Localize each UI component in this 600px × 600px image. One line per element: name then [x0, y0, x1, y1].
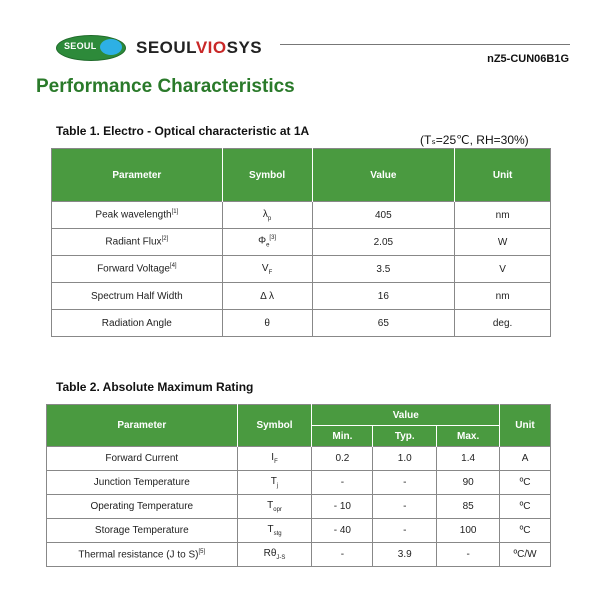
brand-main: SEOUL [136, 38, 196, 57]
table-row [47, 471, 551, 495]
table-row [52, 283, 551, 310]
t1-value: 2.05 [312, 229, 455, 256]
t2-symbol-cell [237, 543, 312, 567]
table-row [47, 519, 551, 543]
t1-parameter-cell [52, 283, 223, 310]
t2-symbol-sub: stg [273, 531, 282, 537]
t1-symbol: λ [262, 208, 268, 220]
t2-unit: ºC [500, 471, 551, 495]
t2-symbol: T [267, 524, 274, 535]
t2-symbol-sub: F [274, 459, 278, 465]
electro-optical-table [51, 148, 551, 337]
t2-parameter: Storage Temperature [94, 525, 189, 536]
t2-note: [5] [198, 548, 206, 555]
t1-symbol-cell [222, 229, 312, 256]
t2-header-min: Min. [312, 426, 373, 447]
t2-parameter-cell [47, 471, 238, 495]
t2-symbol-sub: opr [273, 507, 282, 513]
t2-typ: 3.9 [373, 543, 437, 567]
t2-min: - 40 [312, 519, 373, 543]
t1-symbol-sup: [3] [269, 235, 277, 242]
t1-symbol: Φ [258, 235, 267, 247]
t1-parameter: Forward Voltage [97, 263, 170, 275]
t2-header-value: Value [312, 405, 500, 426]
t1-note: [1] [171, 209, 179, 216]
t2-typ: - [373, 519, 437, 543]
table-row [47, 495, 551, 519]
t2-min: - [312, 543, 373, 567]
table-row [52, 202, 551, 229]
t2-min: - [312, 471, 373, 495]
t2-parameter-cell [47, 447, 238, 471]
t2-unit: ºC/W [500, 543, 551, 567]
t2-typ: 1.0 [373, 447, 437, 471]
t2-unit: ºC [500, 519, 551, 543]
t2-symbol: Rθ [263, 548, 277, 559]
table-row [52, 310, 551, 337]
t2-max: 90 [437, 471, 500, 495]
t2-header-unit: Unit [500, 405, 551, 447]
t1-unit: nm [455, 283, 551, 310]
t1-symbol-cell [222, 310, 312, 337]
t1-header-parameter: Parameter [52, 149, 223, 202]
t1-unit: W [455, 229, 551, 256]
t1-value: 16 [312, 283, 455, 310]
t1-symbol-sub: e [266, 242, 270, 249]
t1-parameter-cell [52, 202, 223, 229]
t2-parameter: Forward Current [105, 453, 179, 464]
page-title: Performance Characteristics [36, 76, 295, 97]
header-divider [280, 44, 570, 45]
t2-typ: - [373, 471, 437, 495]
t2-max: 1.4 [437, 447, 500, 471]
t2-header-max: Max. [437, 426, 500, 447]
t2-symbol: I [271, 452, 275, 463]
t2-symbol: T [267, 500, 274, 511]
t2-symbol-cell [237, 471, 312, 495]
t2-max: 85 [437, 495, 500, 519]
table2-caption: Table 2. Absolute Maximum Rating [56, 380, 254, 394]
t1-value: 405 [312, 202, 455, 229]
logo-oval-icon [56, 35, 126, 61]
brand-accent: VIO [195, 38, 227, 57]
absolute-max-rating-table [46, 404, 551, 567]
t2-max: - [437, 543, 500, 567]
t2-min: 0.2 [312, 447, 373, 471]
t2-typ: - [373, 495, 437, 519]
t2-parameter: Junction Temperature [93, 477, 190, 488]
t1-symbol-sub: p [267, 215, 272, 222]
t1-value: 65 [312, 310, 455, 337]
t1-symbol-cell [222, 202, 312, 229]
t2-header-typ: Typ. [373, 426, 437, 447]
t1-parameter: Radiant Flux [105, 236, 162, 248]
table-row [52, 256, 551, 283]
company-logo [56, 30, 262, 66]
t1-value: 3.5 [312, 256, 455, 283]
t2-symbol-sub: J-S [276, 555, 286, 561]
t1-symbol: θ [264, 317, 270, 329]
t2-symbol-cell [237, 519, 312, 543]
t1-unit: V [455, 256, 551, 283]
t1-note: [4] [169, 263, 177, 270]
t2-parameter-cell [47, 495, 238, 519]
t2-symbol-sub: j [276, 483, 279, 489]
t2-parameter-cell [47, 519, 238, 543]
t2-parameter: Operating Temperature [90, 501, 194, 512]
t2-symbol-cell [237, 495, 312, 519]
t1-header-unit: Unit [455, 149, 551, 202]
t1-parameter-cell [52, 310, 223, 337]
table-row [47, 447, 551, 471]
t1-parameter: Radiation Angle [101, 317, 172, 329]
logo-oval-text: SEOUL [64, 41, 97, 51]
t2-min: - 10 [312, 495, 373, 519]
t1-parameter: Peak wavelength [95, 209, 172, 221]
t1-unit: nm [455, 202, 551, 229]
table1-condition: (Tₛ=25℃, RH=30%) [420, 133, 529, 147]
brand-tail: SYS [226, 38, 263, 57]
t1-header-value: Value [312, 149, 455, 202]
t1-symbol: Δ λ [260, 290, 275, 302]
t1-symbol-cell [222, 283, 312, 310]
t1-symbol: V [261, 262, 269, 274]
t2-unit: A [500, 447, 551, 471]
t2-symbol: T [270, 476, 277, 487]
table1-caption: Table 1. Electro - Optical characteristic at 1A [56, 124, 310, 138]
t1-symbol-cell [222, 256, 312, 283]
t2-unit: ºC [500, 495, 551, 519]
t1-unit: deg. [455, 310, 551, 337]
t1-parameter-cell [52, 256, 223, 283]
brand-name [136, 38, 262, 58]
t2-max: 100 [437, 519, 500, 543]
t2-parameter-cell [47, 543, 238, 567]
t1-parameter: Spectrum Half Width [90, 290, 183, 302]
t2-symbol-cell [237, 447, 312, 471]
t1-parameter-cell [52, 229, 223, 256]
t2-header-symbol: Symbol [237, 405, 312, 447]
model-number: nZ5-CUN06B1G [487, 53, 569, 65]
t2-parameter: Thermal resistance (J to S) [78, 549, 199, 561]
t1-note: [2] [161, 236, 169, 243]
table-row [47, 543, 551, 567]
table-row [52, 229, 551, 256]
t1-header-symbol: Symbol [222, 149, 312, 202]
t2-header-parameter: Parameter [47, 405, 238, 447]
t1-symbol-sub: F [268, 269, 273, 276]
